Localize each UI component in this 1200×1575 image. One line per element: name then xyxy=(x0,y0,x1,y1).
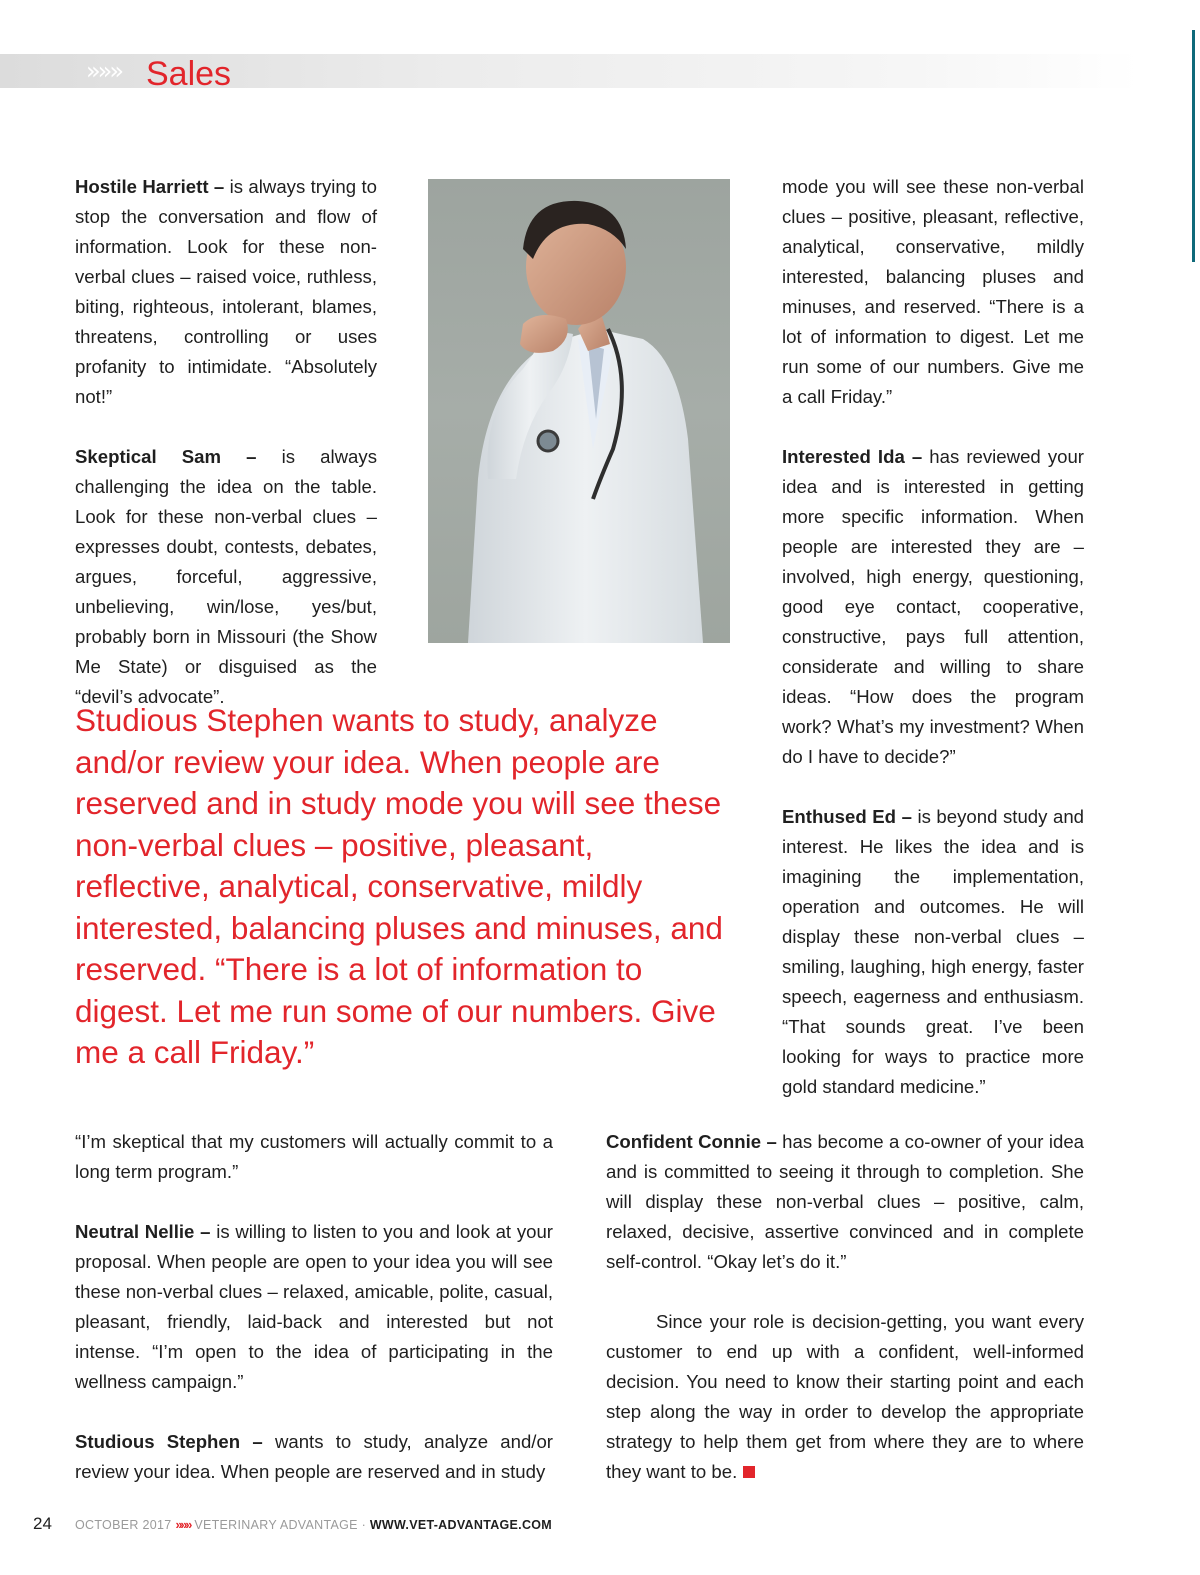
page-edge-rule xyxy=(1192,30,1195,262)
persona-description: is always challenging the idea on the table. Look for these non-verbal clues – expresses doubt, contests, debates, argues, forceful, aggressive, unbelieving, win/lose, yes/but, probably born in Missouri (the Show Me State) or disguised as the “devil’s advocate”. xyxy=(75,446,377,707)
paragraph-hostile-harriett xyxy=(75,172,377,412)
column-right-bottom xyxy=(606,1127,1084,1487)
footer-chevron-icon: »»» xyxy=(175,1518,191,1532)
doctor-photo xyxy=(428,179,730,643)
end-of-article-square-icon xyxy=(743,1466,755,1478)
paragraph-confident-connie xyxy=(606,1127,1084,1277)
paragraph-conclusion xyxy=(606,1307,1084,1487)
persona-name: Interested Ida – xyxy=(782,446,923,467)
persona-description: wants to study, analyze and/or review your idea. When people are reserved and in study xyxy=(75,1431,553,1482)
persona-name: Hostile Harriett – xyxy=(75,176,225,197)
paragraph-skeptical-sam xyxy=(75,442,377,712)
paragraph-skeptical-quote: “I’m skeptical that my customers will actually commit to a long term program.” xyxy=(75,1131,553,1182)
column-left-bottom xyxy=(75,1127,553,1487)
persona-description: has reviewed your idea and is interested in getting more specific information. When people are interested they are – involved, high energy, questioning, good eye contact, cooperative, constructive, pays full attention, considerate and willing to share ideas. “How does the program work? What’s my investment? When do I have to decide?” xyxy=(782,446,1084,767)
conclusion-text: Since your role is decision-getting, you want every customer to end up with a confident, well-informed decision. You need to know their starting point and each step along the way in order to develop the appropriate strategy to help them get from where they are to where they want to be. xyxy=(606,1311,1084,1482)
persona-name: Enthused Ed – xyxy=(782,806,912,827)
page-footer xyxy=(0,1512,1200,1542)
persona-name: Skeptical Sam – xyxy=(75,446,257,467)
website-link[interactable]: WWW.VET-ADVANTAGE.COM xyxy=(369,1518,553,1532)
page-number: 24 xyxy=(33,1514,52,1533)
persona-name: Studious Stephen – xyxy=(75,1431,263,1452)
section-title: Sales xyxy=(146,55,232,93)
persona-description: is always trying to stop the conversation and flow of information. Look for these non-verbal clues – raised voice, ruthless, biting, righteous, intolerant, blames, threatens, controlling or uses profanity to intimidate. “Absolutely not!” xyxy=(75,176,377,407)
footer-credits xyxy=(75,1518,552,1532)
issue-date: OCTOBER 2017 xyxy=(75,1518,172,1532)
column-right-top xyxy=(782,172,1084,1102)
persona-name: Neutral Nellie – xyxy=(75,1221,211,1242)
persona-description: is beyond study and interest. He likes the idea and is imagining the implementation, operation and outcomes. He will display these non-verbal clues – smiling, laughing, high energy, faster speech, eagerness and enthusiasm. “That sounds great. I’ve been looking for ways to practice more gold standard medicine.” xyxy=(782,806,1084,1097)
paragraph-studious-stephen xyxy=(75,1427,553,1487)
persona-description: is willing to listen to you and look at your proposal. When people are open to your idea you will see these non-verbal clues – relaxed, amicable, polite, casual, pleasant, friendly, laid-back and interested but not intense. “I’m open to the idea of participating in the wellness campaign.” xyxy=(75,1221,553,1392)
paragraph-neutral-nellie xyxy=(75,1217,553,1397)
paragraph-enthused-ed xyxy=(782,802,1084,1102)
persona-description: has become a co-owner of your idea and is committed to seeing it through to completion. She will display these non-verbal clues – positive, calm, relaxed, decisive, assertive convinced and in complete self-control. “Okay let’s do it.” xyxy=(606,1131,1084,1272)
paragraph-studious-stephen-continued: mode you will see these non-verbal clues – positive, pleasant, reflective, analytical, conservative, mildly interested, balancing pluses and minuses, and reserved. “There is a lot of information to digest. Let me run some of our numbers. Give me a call Friday.” xyxy=(782,176,1084,407)
paragraph-interested-ida xyxy=(782,442,1084,772)
magazine-name: VETERINARY ADVANTAGE xyxy=(194,1518,358,1532)
column-left-top xyxy=(75,172,377,712)
pensive-doctor-illustration xyxy=(428,179,730,643)
persona-name: Confident Connie – xyxy=(606,1131,777,1152)
footer-separator: · xyxy=(361,1518,367,1532)
pull-quote: Studious Stephen wants to study, analyze and/or review your idea. When people are reserved and in study mode you will see these non-verbal clues – positive, pleasant, reflective, analytical, conservative, mildly interested, balancing pluses and minuses, and reserved. “There is a lot of information to digest. Let me run some of our numbers. Give me a call Friday.” xyxy=(75,702,723,1070)
header-chevron-icon: »»» xyxy=(86,57,122,85)
